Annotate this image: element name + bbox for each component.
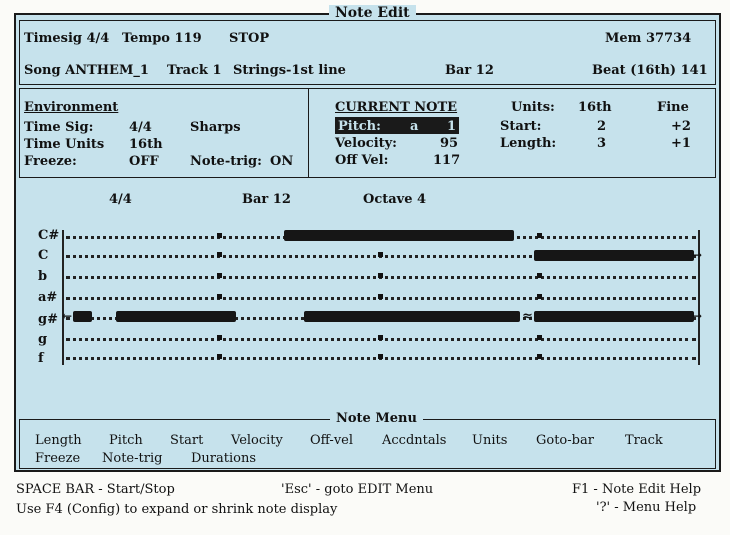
help-f4: Use F4 (Config) to expand or shrink note display [16,502,338,517]
pitch-label-a-sharp: a# [38,290,58,305]
start-fine-value[interactable]: +2 [671,119,691,134]
pitch-label-g-sharp: g# [38,312,58,327]
fine-label: Fine [657,100,689,115]
right-arrow-icon: → [692,309,703,323]
velocity-value[interactable]: 95 [440,136,459,151]
beat-marker [217,273,222,278]
beat-marker [217,252,222,257]
note-g-sharp-1[interactable] [73,311,92,322]
pitch-octave-value[interactable]: 1 [447,119,457,134]
menu-item-pitch[interactable]: Pitch [109,433,143,448]
beat-marker [537,294,542,299]
menu-item-off-vel[interactable]: Off-vel [310,433,354,448]
menu-item-units[interactable]: Units [472,433,508,448]
time-units-value[interactable]: 16th [129,137,163,152]
start-label: Start: [500,119,542,134]
memory-readout: Mem 37734 [605,31,692,46]
beat-readout: Beat (16th) 141 [592,63,708,78]
note-g-sharp-4[interactable] [534,311,694,322]
pitch-label: Pitch: [338,119,381,134]
tempo-readout: Tempo 119 [122,31,202,46]
menu-item-velocity[interactable]: Velocity [231,433,283,448]
beat-marker [378,294,383,299]
time-units-label: Time Units [24,137,105,152]
right-arrow-icon: → [692,248,703,262]
track-name: Strings-1st line [233,63,346,78]
beat-marker [217,335,222,340]
beat-marker [378,273,383,278]
beat-marker [217,354,222,359]
menu-item-start[interactable]: Start [170,433,204,448]
time-sig-value[interactable]: 4/4 [129,120,152,135]
menu-item-length[interactable]: Length [35,433,82,448]
note-trig-label: Note-trig: [190,154,262,169]
left-arrow-icon: ← [62,309,73,323]
freeze-label: Freeze: [24,154,77,169]
pitch-label-g: g [38,332,48,347]
note-trig-value[interactable]: ON [270,154,294,169]
pitch-note-value[interactable]: a [410,119,419,134]
menu-item-accidentals[interactable]: Accdntals [382,433,447,448]
parameters-divider [308,88,309,178]
menu-item-goto-bar[interactable]: Goto-bar [536,433,594,448]
environment-heading: Environment [24,100,119,115]
beat-marker [537,233,542,238]
song-readout: Song ANTHEM_1 [24,63,149,78]
beat-marker [217,294,222,299]
roll-bar: Bar 12 [242,192,291,207]
help-menu: '?' - Menu Help [596,500,697,515]
beat-marker [537,354,542,359]
menu-item-durations[interactable]: Durations [191,451,257,466]
pitch-label-b: b [38,269,48,284]
tie-symbol: ≈ [522,309,533,324]
note-edit-window [14,5,721,472]
window-title: Note Edit [329,5,416,21]
roll-timesig: 4/4 [109,192,132,207]
start-value[interactable]: 2 [597,119,607,134]
pitch-label-c: C [38,248,49,263]
note-g-sharp-3[interactable] [304,311,520,322]
beat-marker [537,273,542,278]
note-c[interactable] [534,250,694,261]
current-note-heading: CURRENT NOTE [335,100,458,115]
units-value[interactable]: 16th [578,100,612,115]
velocity-label: Velocity: [335,136,397,151]
menu-item-freeze[interactable]: Freeze [35,451,81,466]
help-esc: 'Esc' - goto EDIT Menu [281,482,434,497]
help-f1: F1 - Note Edit Help [572,482,702,497]
offvel-value[interactable]: 117 [433,153,461,168]
length-label: Length: [500,136,557,151]
track-readout: Track 1 [167,63,222,78]
accidentals-value[interactable]: Sharps [190,120,241,135]
note-c-sharp[interactable] [284,230,514,241]
menu-item-track[interactable]: Track [625,433,663,448]
beat-marker [217,233,222,238]
transport-status: STOP [229,31,270,46]
time-sig-label: Time Sig: [24,120,94,135]
offvel-label: Off Vel: [335,153,389,168]
units-label: Units: [511,100,555,115]
pitch-label-f: f [38,351,44,366]
pitch-label-c-sharp: C# [38,228,60,243]
beat-marker [537,335,542,340]
staff-left-line [62,230,64,365]
timesig-readout: Timesig 4/4 [24,31,110,46]
roll-octave: Octave 4 [363,192,427,207]
menu-item-note-trig[interactable]: Note-trig [102,451,163,466]
help-space-bar: SPACE BAR - Start/Stop [16,482,175,497]
length-value[interactable]: 3 [597,136,607,151]
freeze-value[interactable]: OFF [129,154,159,169]
beat-marker [378,354,383,359]
beat-marker [378,335,383,340]
note-g-sharp-2[interactable] [116,311,236,322]
length-fine-value[interactable]: +1 [671,136,691,151]
bar-readout: Bar 12 [445,63,494,78]
beat-marker [378,252,383,257]
note-menu-title: Note Menu [330,411,423,427]
